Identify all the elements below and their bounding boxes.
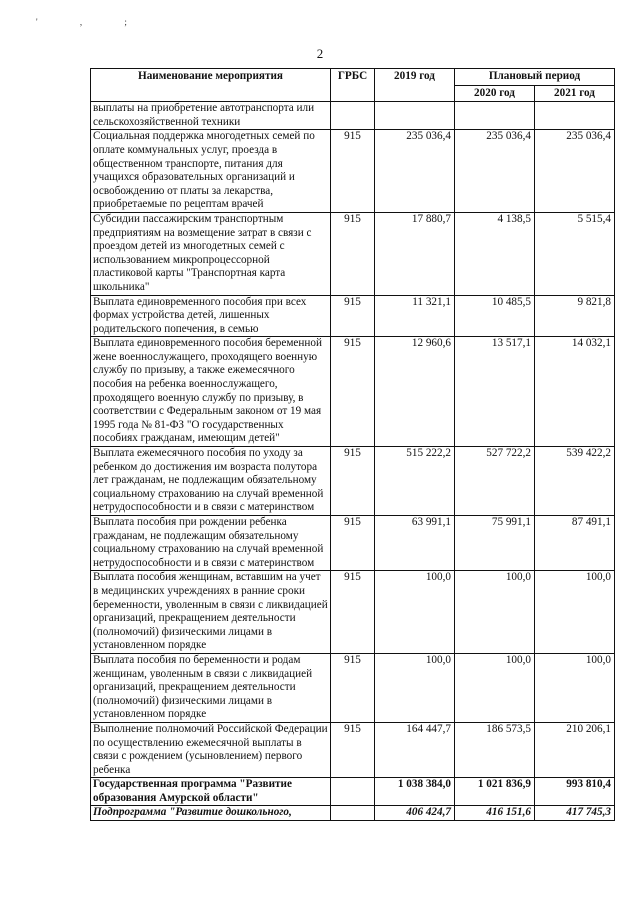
row-2019-cell: 515 222,2 <box>375 447 455 516</box>
row-grbs-cell: 915 <box>331 130 375 213</box>
row-2019-cell: 12 960,6 <box>375 337 455 447</box>
row-2021-cell: 5 515,4 <box>535 212 615 295</box>
row-2020-cell: 13 517,1 <box>455 337 535 447</box>
row-grbs-cell: 915 <box>331 337 375 447</box>
row-2020-cell: 4 138,5 <box>455 212 535 295</box>
row-name-cell: Государственная программа "Развитие образования Амурской области" <box>91 778 331 806</box>
row-grbs-cell: 915 <box>331 212 375 295</box>
row-name-cell: Подпрограмма "Развитие дошкольного, <box>91 806 331 821</box>
table-row <box>91 722 615 777</box>
row-name-cell: Выполнение полномочий Российской Федерации по осуществлению ежемесячной выплаты в связи с рождением (усыновлением) первого ребенка <box>91 722 331 777</box>
row-name-cell: выплаты на приобретение автотранспорта или сельскохозяйственной техники <box>91 102 331 130</box>
row-2021-cell: 14 032,1 <box>535 337 615 447</box>
row-2020-cell: 100,0 <box>455 571 535 654</box>
row-grbs-cell <box>331 778 375 806</box>
row-grbs-cell <box>331 806 375 821</box>
row-name-cell: Субсидии пассажирским транспортным предприятиям на возмещение затрат в связи с проездом детей из многодетных семей с использованием микропроцессорной пластиковой карты "Транспортная карта школьника" <box>91 212 331 295</box>
row-2019-cell: 1 038 384,0 <box>375 778 455 806</box>
row-2020-cell: 527 722,2 <box>455 447 535 516</box>
row-2020-cell <box>455 102 535 130</box>
row-name-cell: Социальная поддержка многодетных семей по оплате коммунальных услуг, проезда в общественном транспорте, питания для учащихся образовательных организаций и освобождению от платы за лекарства, приобретаемые по рецептам врачей <box>91 130 331 213</box>
header-2019: 2019 год <box>375 69 455 102</box>
row-2020-cell: 100,0 <box>455 653 535 722</box>
row-2019-cell: 406 424,7 <box>375 806 455 821</box>
row-2020-cell: 10 485,5 <box>455 295 535 337</box>
row-name-cell: Выплата пособия при рождении ребенка гражданам, не подлежащим обязательному социальному страхованию на случай временной нетрудоспособности и в связи с материнством <box>91 516 331 571</box>
row-grbs-cell: 915 <box>331 653 375 722</box>
table-body <box>91 102 615 821</box>
row-2021-cell <box>535 102 615 130</box>
table-row <box>91 130 615 213</box>
row-2021-cell: 235 036,4 <box>535 130 615 213</box>
row-2021-cell: 9 821,8 <box>535 295 615 337</box>
row-name-cell: Выплата пособия женщинам, вставшим на учет в медицинских учреждениях в ранние сроки беременности, уволенным в связи с ликвидацией организаций, прекращением деятельности (полномочий) физическими лицами в установленном порядке <box>91 571 331 654</box>
header-2020: 2020 год <box>455 85 535 102</box>
row-grbs-cell: 915 <box>331 447 375 516</box>
table-row <box>91 212 615 295</box>
row-grbs-cell <box>331 102 375 130</box>
row-2020-cell: 416 151,6 <box>455 806 535 821</box>
row-2019-cell: 17 880,7 <box>375 212 455 295</box>
table-row <box>91 516 615 571</box>
row-2020-cell: 186 573,5 <box>455 722 535 777</box>
row-2021-cell: 100,0 <box>535 653 615 722</box>
table-row <box>91 653 615 722</box>
table-header <box>91 69 615 102</box>
row-2020-cell: 235 036,4 <box>455 130 535 213</box>
row-grbs-cell: 915 <box>331 295 375 337</box>
row-2019-cell: 164 447,7 <box>375 722 455 777</box>
table-row <box>91 778 615 806</box>
row-name-cell: Выплата единовременного пособия при всех формах устройства детей, лишенных родительского попечения, в семью <box>91 295 331 337</box>
row-2021-cell: 417 745,3 <box>535 806 615 821</box>
table-row <box>91 447 615 516</box>
row-2019-cell: 100,0 <box>375 571 455 654</box>
header-2021: 2021 год <box>535 85 615 102</box>
row-grbs-cell: 915 <box>331 516 375 571</box>
row-2020-cell: 75 991,1 <box>455 516 535 571</box>
row-2019-cell: 235 036,4 <box>375 130 455 213</box>
row-2021-cell: 100,0 <box>535 571 615 654</box>
row-name-cell: Выплата ежемесячного пособия по уходу за ребенком до достижения им возраста полутора лет гражданам, не подлежащим обязательному социальному страхованию на случай временной нетрудоспособности и в связи с материнством <box>91 447 331 516</box>
table-row <box>91 102 615 130</box>
header-name: Наименование мероприятия <box>91 69 331 102</box>
row-grbs-cell: 915 <box>331 722 375 777</box>
row-2021-cell: 539 422,2 <box>535 447 615 516</box>
table-row <box>91 295 615 337</box>
row-name-cell: Выплата единовременного пособия беременной жене военнослужащего, проходящего военную службу по призыву, а также ежемесячного пособия на ребенка военнослужащего, проходящего военную службу по призыву, в соответствии с Федеральным законом от 19 мая 1995 года № 81-ФЗ "О государственных пособиях гражданам, имеющим детей" <box>91 337 331 447</box>
header-planned-period: Плановый период <box>455 69 615 86</box>
row-2019-cell: 63 991,1 <box>375 516 455 571</box>
row-2020-cell: 1 021 836,9 <box>455 778 535 806</box>
table-row <box>91 806 615 821</box>
row-2019-cell: 11 321,1 <box>375 295 455 337</box>
row-2019-cell <box>375 102 455 130</box>
table-row <box>91 571 615 654</box>
table-row <box>91 337 615 447</box>
page-number: 2 <box>316 46 324 61</box>
header-grbs: ГРБС <box>331 69 375 102</box>
scan-marks: ' , ; <box>36 17 147 27</box>
row-2021-cell: 993 810,4 <box>535 778 615 806</box>
budget-table <box>90 68 615 821</box>
row-grbs-cell: 915 <box>331 571 375 654</box>
row-2021-cell: 210 206,1 <box>535 722 615 777</box>
row-name-cell: Выплата пособия по беременности и родам женщинам, уволенным в связи с ликвидацией организаций, прекращением деятельности (полномочий) физическими лицами в установленном порядке <box>91 653 331 722</box>
row-2019-cell: 100,0 <box>375 653 455 722</box>
row-2021-cell: 87 491,1 <box>535 516 615 571</box>
